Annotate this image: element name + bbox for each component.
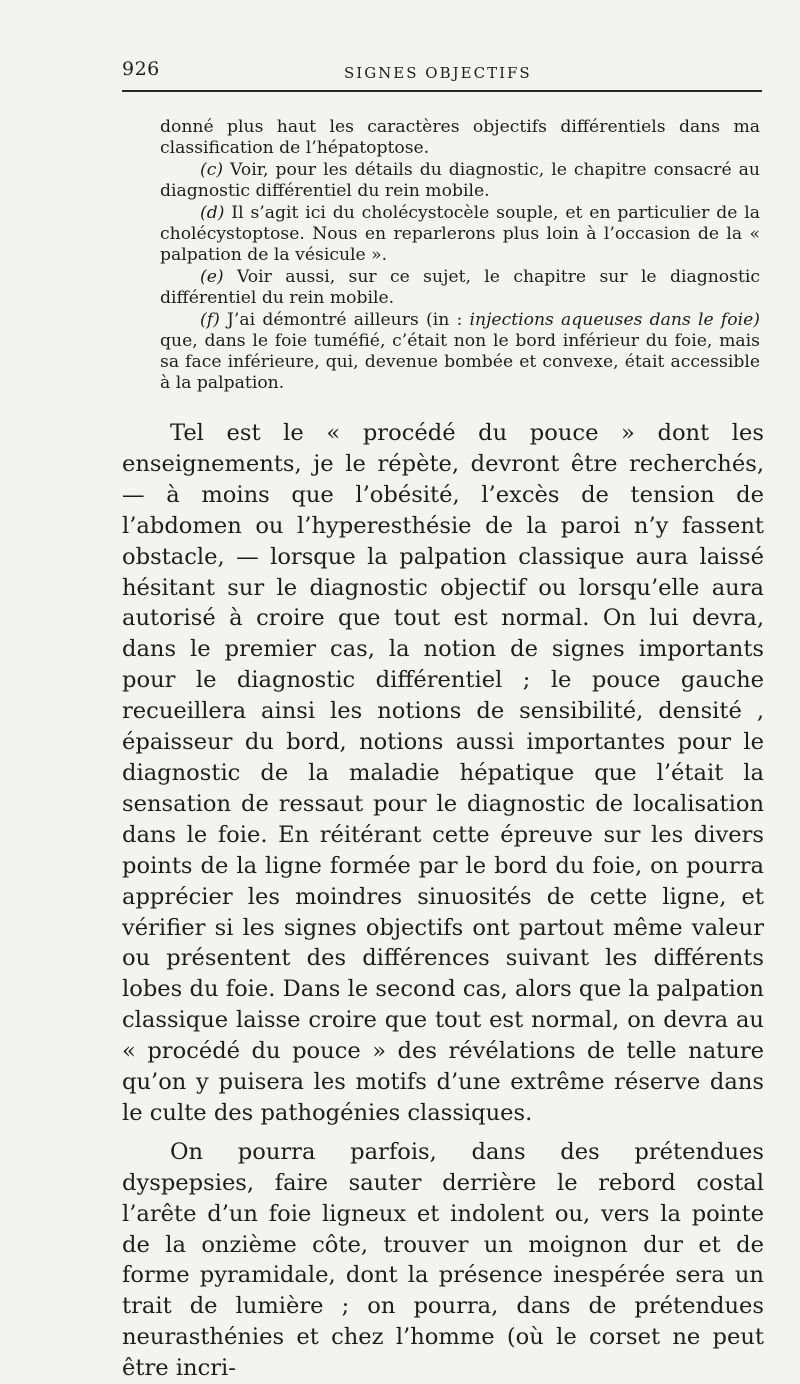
footnotes-block: [160, 117, 760, 395]
running-title: SIGNES OBJECTIFS: [344, 64, 532, 82]
footnote-f: [160, 310, 760, 394]
footnote-mark: (c): [200, 160, 224, 180]
footnote-e: [160, 267, 760, 309]
footnote-mark: (f): [200, 310, 220, 330]
footnote-mark: (d): [200, 203, 225, 223]
main-text: [122, 418, 764, 1384]
footnote-c: [160, 160, 760, 202]
body-paragraph: On pourra parfois, dans des prétendues dyspepsies, faire sauter derrière le rebord costal l’arête d’un foie ligneux et indolent ou, vers la pointe de la onzième côte, trouver un moignon dur et de forme pyramidale, dont la présence inespérée sera un trait de lumière ; on pourra, dans de prétendues neurasthénies et chez l’homme (où le corset ne peut être incri-: [122, 1138, 764, 1382]
footnote-text-before: J’ai démontré ailleurs (in :: [227, 310, 470, 330]
footnote-text: Voir, pour les détails du diagnostic, le chapitre consacré au diagnostic différentiel du rein mobile.: [160, 160, 760, 201]
footnote-text: Voir aussi, sur ce sujet, le chapitre sur le diagnostic différentiel du rein mobile.: [160, 267, 760, 308]
footnote-continuation: [160, 117, 760, 159]
footnote-italic-reference: injections aqueuses dans le foie): [469, 310, 760, 330]
footnote-text: Il s’agit ici du cholécystocèle souple, et en particulier de la cholécystoptose. Nous en reparlerons plus loin à l’occasion de la « palpation de la vésicule ».: [160, 203, 760, 265]
body-paragraph: Tel est le « procédé du pouce » dont les enseignements, je le répète, devront être recherchés, — à moins que l’obésité, l’excès de tension de l’abdomen ou l’hyperesthésie de la paroi n’y fassent obstacle, — lorsque la palpation classique aura laissé hésitant sur le diagnostic objectif ou lorsqu’elle aura autorisé à croire que tout est normal. On lui devra, dans le premier cas, la notion de signes importants pour le diagnostic différentiel ; le pouce gauche recueillera ainsi les notions de sensibilité, densité , épaisseur du bord, notions aussi importantes pour le diagnostic de la maladie hépatique que l’était la sensation de ressaut pour le diagnostic de localisation dans le foie. En réitérant cette épreuve sur les divers points de la ligne formée par le bord du foie, on pourra apprécier les moindres sinuosités de cette ligne, et vérifier si les signes objectifs ont partout même valeur ou présentent des différences suivant les différents lobes du foie. Dans le second cas, alors que la palpation classique laisse croire que tout est normal, on devra au « procédé du pouce » des révélations de telle nature qu’on y puisera les motifs d’une extrême réserve dans le culte des pathogénies classiques.: [122, 420, 764, 1126]
footnote-d: [160, 203, 760, 266]
page-number: 926: [122, 58, 160, 80]
footnote-text-after: que, dans le foie tuméfié, c’était non le bord inférieur du foie, mais sa face inférieure, qui, devenue bombée et convexe, était accessible à la palpation.: [160, 331, 760, 393]
page-header: [122, 58, 762, 92]
footnote-text: donné plus haut les caractères objectifs différentiels dans ma classification de l’hépatoptose.: [160, 117, 760, 158]
footnote-mark: (e): [200, 267, 224, 287]
